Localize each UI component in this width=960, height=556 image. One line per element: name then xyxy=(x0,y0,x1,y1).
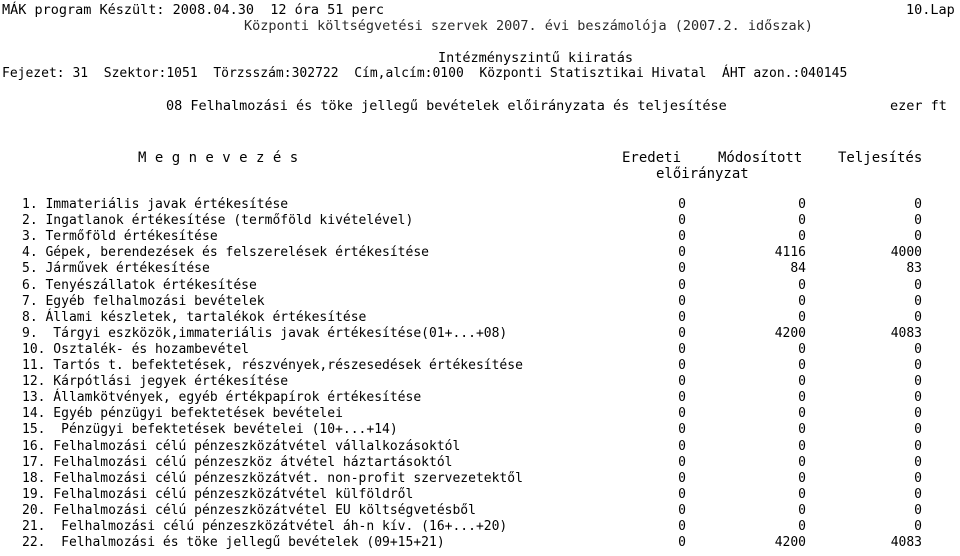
column-header-performance: Teljesítés xyxy=(838,150,923,166)
row-label: 17. Felhalmozási célú pénzeszköz átvétel háztartásoktól xyxy=(22,454,453,470)
table-row xyxy=(0,486,960,503)
modified-value: 0 xyxy=(798,309,806,325)
original-value: 0 xyxy=(678,325,686,341)
program-info: MÁK program Készült: 2008.04.30 12 óra 51 perc xyxy=(2,2,385,18)
performance-value: 0 xyxy=(914,374,922,390)
table-row xyxy=(0,534,960,551)
modified-value: 0 xyxy=(798,277,806,293)
original-value: 0 xyxy=(678,438,686,454)
column-header-appropriation: előirányzat xyxy=(656,166,749,182)
row-label: 19. Felhalmozási célú pénzeszközátvétel külföldről xyxy=(22,486,414,502)
modified-value: 0 xyxy=(798,197,806,212)
modified-value: 84 xyxy=(790,261,806,277)
original-value: 0 xyxy=(678,277,686,293)
original-value: 0 xyxy=(678,197,686,212)
report-subtitle: Intézményszintű kiiratás xyxy=(438,50,634,66)
table-row xyxy=(0,228,960,245)
performance-value: 0 xyxy=(914,519,922,534)
original-value: 0 xyxy=(678,245,686,261)
modified-value: 0 xyxy=(798,486,806,502)
table-row xyxy=(0,405,960,422)
performance-value: 0 xyxy=(914,438,922,454)
original-value: 0 xyxy=(678,502,686,518)
report-title: Központi költségvetési szervek 2007. évi beszámolója (2007.2. időszak) xyxy=(244,18,813,34)
table-row xyxy=(0,244,960,261)
column-header-original: Eredeti xyxy=(622,150,682,166)
row-label: 20. Felhalmozási célú pénzeszközátvétel EU költségvetésből xyxy=(22,502,476,518)
table-row xyxy=(0,421,960,438)
performance-value: 0 xyxy=(914,454,922,470)
table-row xyxy=(0,196,960,213)
modified-value: 0 xyxy=(798,213,806,229)
modified-value: 4200 xyxy=(774,325,806,341)
modified-value: 0 xyxy=(798,390,806,406)
modified-value: 4116 xyxy=(774,245,806,261)
table-row xyxy=(0,389,960,406)
table-row xyxy=(0,373,960,390)
column-header-modified: Módosított xyxy=(718,150,803,166)
modified-value: 0 xyxy=(798,470,806,486)
original-value: 0 xyxy=(678,341,686,357)
modified-value: 0 xyxy=(798,502,806,518)
modified-value: 0 xyxy=(798,438,806,454)
modified-value: 0 xyxy=(798,374,806,390)
table-row xyxy=(0,293,960,310)
table-row xyxy=(0,357,960,374)
table-row xyxy=(0,470,960,487)
modified-value: 0 xyxy=(798,341,806,357)
modified-value: 0 xyxy=(798,293,806,309)
performance-value: 0 xyxy=(914,502,922,518)
original-value: 0 xyxy=(678,390,686,406)
performance-value: 0 xyxy=(914,197,922,212)
row-label: 8. Állami készletek, tartalékok értékesítése xyxy=(22,309,367,325)
original-value: 0 xyxy=(678,422,686,438)
modified-value: 4200 xyxy=(774,535,806,551)
performance-value: 0 xyxy=(914,277,922,293)
row-label: 5. Járművek értékesítése xyxy=(22,261,210,277)
performance-value: 4000 xyxy=(890,245,922,261)
table-row xyxy=(0,518,960,535)
row-label: 9. Tárgyi eszközök,immateriális javak értékesítése(01+...+08) xyxy=(22,325,508,341)
performance-value: 0 xyxy=(914,470,922,486)
original-value: 0 xyxy=(678,406,686,422)
row-label: 10. Osztalék- és hozambevétel xyxy=(22,341,249,357)
table-row xyxy=(0,212,960,229)
original-value: 0 xyxy=(678,358,686,373)
performance-value: 0 xyxy=(914,293,922,309)
identity-line: Fejezet: 31 Szektor:1051 Törzsszám:302722 Cím,alcím:0100 Központi Statisztikai Hivatal ÁHT azon.:040145 xyxy=(2,66,848,81)
row-label: 6. Tenyészállatok értékesítése xyxy=(22,277,257,293)
performance-value: 0 xyxy=(914,406,922,422)
performance-value: 0 xyxy=(914,229,922,245)
performance-value: 0 xyxy=(914,309,922,325)
column-header-name: M e g n e v e z é s xyxy=(138,150,299,166)
original-value: 0 xyxy=(678,213,686,229)
performance-value: 4083 xyxy=(890,535,922,551)
row-label: 22. Felhalmozási és töke jellegű bevételek (09+15+21) xyxy=(22,535,445,551)
table-row xyxy=(0,454,960,471)
original-value: 0 xyxy=(678,470,686,486)
performance-value: 83 xyxy=(906,261,922,277)
original-value: 0 xyxy=(678,486,686,502)
original-value: 0 xyxy=(678,454,686,470)
modified-value: 0 xyxy=(798,454,806,470)
row-label: 7. Egyéb felhalmozási bevételek xyxy=(22,293,265,309)
modified-value: 0 xyxy=(798,229,806,245)
modified-value: 0 xyxy=(798,519,806,534)
row-label: 12. Kárpótlási jegyek értékesítése xyxy=(22,374,289,390)
row-label: 21. Felhalmozási célú pénzeszközátvétel áh-n kív. (16+...+20) xyxy=(22,519,508,534)
table-row xyxy=(0,309,960,326)
table-row xyxy=(0,341,960,358)
modified-value: 0 xyxy=(798,422,806,438)
performance-value: 0 xyxy=(914,390,922,406)
performance-value: 0 xyxy=(914,486,922,502)
original-value: 0 xyxy=(678,261,686,277)
row-label: 13. Államkötvények, egyéb értékpapírok értékesítése xyxy=(22,390,422,406)
modified-value: 0 xyxy=(798,406,806,422)
row-label: 15. Pénzügyi befektetések bevételei (10+...+14) xyxy=(22,422,398,438)
table-row xyxy=(0,260,960,277)
table-row xyxy=(0,277,960,294)
row-label: 16. Felhalmozási célú pénzeszközátvétel vállalkozásoktól xyxy=(22,438,461,454)
original-value: 0 xyxy=(678,519,686,534)
original-value: 0 xyxy=(678,309,686,325)
table-row xyxy=(0,502,960,519)
original-value: 0 xyxy=(678,229,686,245)
row-label: 14. Egyéb pénzügyi befektetések bevételei xyxy=(22,406,343,422)
row-label: 18. Felhalmozási célú pénzeszközátvét. non-profit szervezetektől xyxy=(22,470,523,486)
performance-value: 0 xyxy=(914,213,922,229)
unit-label: ezer ft xyxy=(890,98,947,114)
row-label: 4. Gépek, berendezések és felszerelések értékesítése xyxy=(22,245,429,261)
modified-value: 0 xyxy=(798,358,806,373)
table-row xyxy=(0,325,960,342)
row-label: 2. Ingatlanok értékesítése (termőföld kivételével) xyxy=(22,213,414,229)
row-label: 11. Tartós t. befektetések, részvények,részesedések értékesítése xyxy=(22,358,523,373)
original-value: 0 xyxy=(678,374,686,390)
performance-value: 0 xyxy=(914,358,922,373)
original-value: 0 xyxy=(678,535,686,551)
table-row xyxy=(0,438,960,455)
performance-value: 4083 xyxy=(890,325,922,341)
row-label: 1. Immateriális javak értékesítése xyxy=(22,197,289,212)
performance-value: 0 xyxy=(914,341,922,357)
row-label: 3. Termőföld értékesítése xyxy=(22,229,218,245)
performance-value: 0 xyxy=(914,422,922,438)
section-title: 08 Felhalmozási és töke jellegű bevételek előirányzata és teljesítése xyxy=(166,98,727,114)
page-number: 10.Lap xyxy=(906,2,955,18)
original-value: 0 xyxy=(678,293,686,309)
